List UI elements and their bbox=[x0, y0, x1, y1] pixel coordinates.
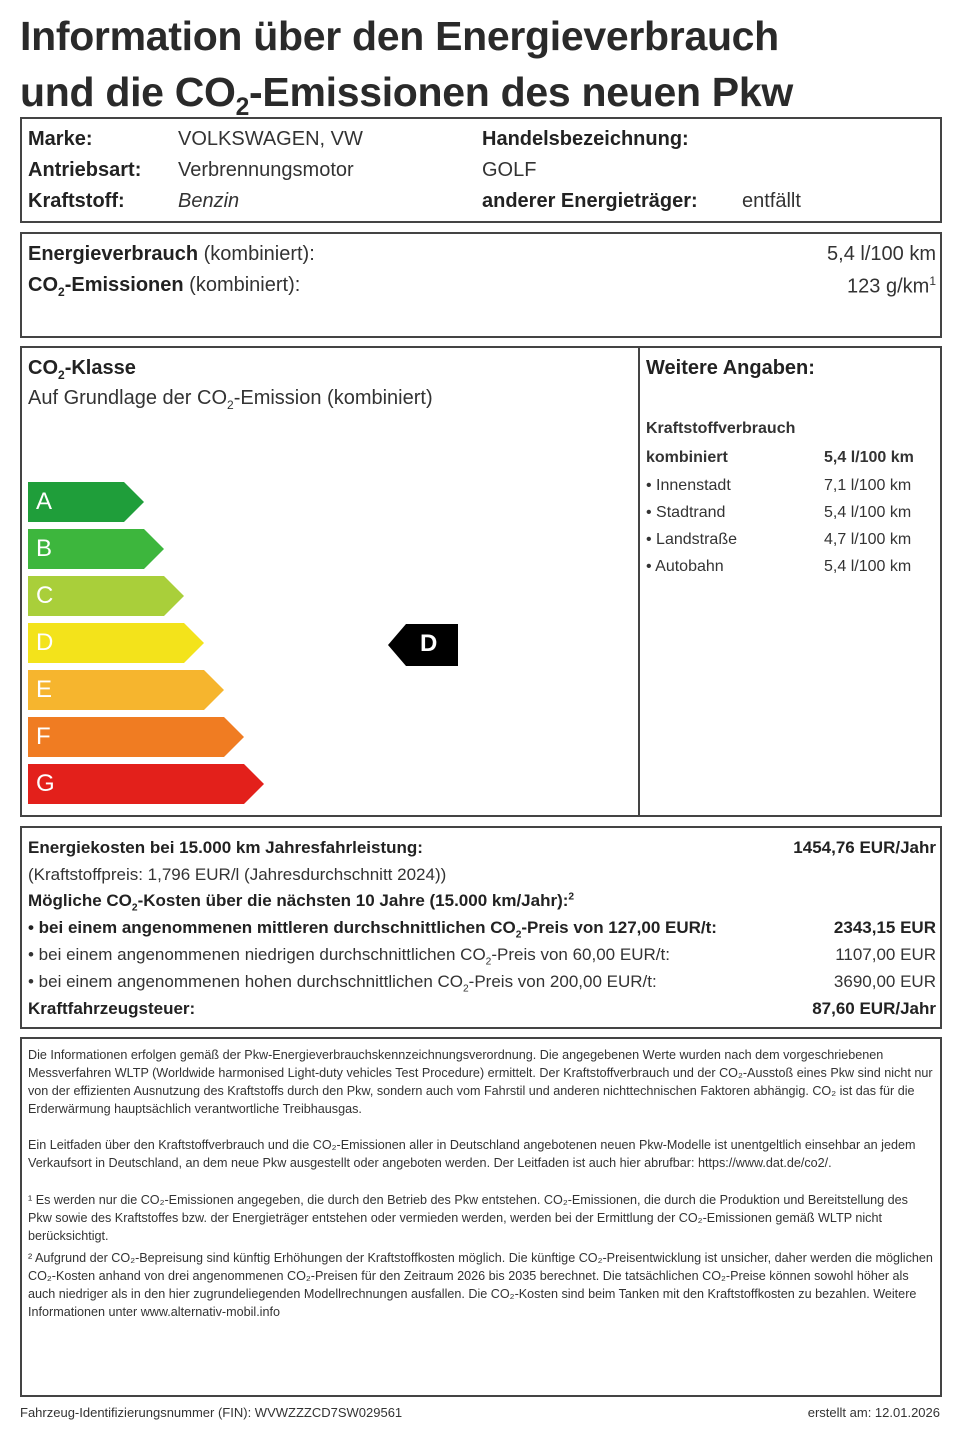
drive-label: Antriebsart: bbox=[28, 159, 142, 181]
vehicle-tax-label: Kraftfahrzeugsteuer: bbox=[28, 999, 196, 1018]
co2-class-c bbox=[28, 576, 186, 616]
co2-class-heading: $CO_2$-Klasse bbox=[28, 357, 136, 382]
current-class-letter: D bbox=[420, 630, 438, 657]
drive-value: Verbrennungsmotor bbox=[178, 159, 354, 181]
brand-value: VOLKSWAGEN, VW bbox=[178, 128, 363, 150]
low-co2-price-value: 1107,00 EUR bbox=[835, 945, 936, 964]
breakdown-item-value: 7,1 l/100 km bbox=[824, 477, 912, 494]
breakdown-item-value: 5,4 l/100 km bbox=[824, 558, 912, 575]
energy-costs-label: Energiekosten bei 15.000 km Jahresfahrleistung: bbox=[28, 838, 423, 857]
co2-class-letter: D bbox=[36, 629, 54, 656]
co2-class-arrow-shape bbox=[28, 670, 226, 710]
co2-class-letter: F bbox=[36, 723, 51, 750]
breakdown-item-label: • Landstraße bbox=[646, 531, 737, 548]
low-co2-price-label: • bei einem angenommenen niedrigen durchschnittlichen $CO_2$-Preis von 60,00 EUR/t: bbox=[28, 945, 670, 968]
note-paragraph-2: Ein Leitfaden über den Kraftstoffverbrauch und die CO₂-Emissionen aller in Deutschland angebotenen neuen Pkw-Modelle ist unentgeltlich einsehbar an jedem Verkaufsort in Deutschland, an dem neue Pkw ausgestellt oder angeboten werden. Der Leitfaden ist auch hier abrufbar: https://www.dat.de/co2/. bbox=[28, 1138, 916, 1171]
note-footnote-1: ¹ Es werden nur die CO₂-Emissionen angegeben, die durch den Betrieb des Pkw entstehen. CO₂-Emissionen, die durch die Produktion und Bereitstellung des Pkw sowie des Kraftstoffes bzw. der Energieträger entstehen oder vermieden werden, werden bei der Ermittlung der CO₂-Emissionen gemäß WLTP nicht berücksichtigt. bbox=[28, 1193, 908, 1244]
breakdown-item-label: • Autobahn bbox=[646, 558, 724, 575]
energy-costs-value: 1454,76 EUR/Jahr bbox=[793, 838, 936, 857]
co2-class-b bbox=[28, 529, 166, 569]
more-info-box bbox=[638, 346, 942, 817]
other-energy-label: anderer Energieträger: bbox=[482, 190, 698, 212]
combined-label: kombiniert bbox=[646, 449, 728, 466]
co2-class-letter: E bbox=[36, 676, 53, 703]
fuel-price-note: (Kraftstoffpreis: 1,796 EUR/l (Jahresdurchschnitt 2024)) bbox=[28, 865, 447, 884]
co2-class-d bbox=[28, 623, 206, 663]
mid-co2-price-label: • bei einem angenommenen mittleren durchschnittlichen $CO_2$-Preis von 127,00 EUR/t: bbox=[28, 918, 717, 941]
mid-co2-price-value: 2343,15 EUR bbox=[833, 918, 936, 937]
co2-class-letter: G bbox=[36, 770, 55, 797]
co2-class-subheading: Auf Grundlage der $CO_2$-Emission (kombiniert) bbox=[28, 387, 433, 412]
high-co2-price-label: • bei einem angenommenen hohen durchschnittlichen $CO_2$-Preis von 200,00 EUR/t: bbox=[28, 972, 657, 995]
co2-class-arrow-shape bbox=[28, 717, 246, 757]
vehicle-info-box bbox=[20, 117, 942, 223]
current-class-marker bbox=[388, 624, 458, 666]
co2-emissions-value: 123 $g/km^1$ bbox=[847, 274, 936, 298]
trade-name-label: Handelsbezeichnung: bbox=[482, 128, 689, 150]
more-info-heading: Weitere Angaben: bbox=[646, 357, 815, 379]
breakdown-item-value: 4,7 l/100 km bbox=[824, 531, 912, 548]
note-footnote-2: ² Aufgrund der CO₂-Bepreisung sind künftig Erhöhungen der Kraftstoffkosten möglich. Die künftige CO₂-Preisentwicklung ist unsicher, daher werden die möglichen CO₂-Kosten anhand von drei angenommenen CO₂-Preisen für den Zeitraum 2026 bis 2035 berechnet. Die tatsächlichen CO₂-Preise können sowohl höher als auch niedriger als in den hier zugrundeliegenden Modellrechnungen ausfallen. Die CO₂-Kosten sind beim Tanken mit den Kraftstoffkosten zu bezahlen. Weitere Informationen unter www.alternativ-mobil.info bbox=[28, 1251, 933, 1320]
fuel-label: Kraftstoff: bbox=[28, 190, 125, 212]
co2-class-a bbox=[28, 482, 146, 522]
co2-class-letter: C bbox=[36, 582, 54, 609]
vin-footer: Fahrzeug-Identifizierungsnummer (FIN): WVWZZZCD7SW029561 bbox=[20, 1405, 403, 1420]
co2-class-arrow-shape bbox=[28, 623, 206, 663]
energy-consumption-value: 5,4 l/100 km bbox=[827, 243, 936, 265]
combined-value: 5,4 l/100 km bbox=[824, 449, 914, 466]
trade-name-value: GOLF bbox=[482, 159, 537, 181]
title-line-1: Information über den Energieverbrauch bbox=[20, 13, 779, 59]
co2-class-g bbox=[28, 764, 266, 804]
vehicle-tax-value: 87,60 EUR/Jahr bbox=[812, 999, 936, 1018]
breakdown-item-label: • Stadtrand bbox=[646, 504, 726, 521]
co2-class-f bbox=[28, 717, 246, 757]
note-paragraph-1: Die Informationen erfolgen gemäß der Pkw-Energieverbrauchskennzeichnungsverordnung. Die angegebenen Werte wurden nach dem vorgeschriebenen Messverfahren WLTP (Worldwide harmonised Light-duty vehicles Test Procedure) ermittelt. Der Kraftstoffverbrauch und der CO₂-Ausstoß eines Pkw sind nicht nur von der effizienten Ausnutzung des Kraftstoffs durch den Pkw, sondern auch vom Fahrstil und anderen nichttechnischen Faktoren abhängig. CO₂ ist das für die Erderwärmung hauptsächlich verantwortliche Treibhausgas. bbox=[28, 1048, 933, 1117]
costs-box bbox=[20, 826, 942, 1029]
energy-consumption-label: Energieverbrauch (kombiniert): bbox=[28, 243, 315, 265]
co2-class-letter: A bbox=[36, 488, 53, 515]
brand-label: Marke: bbox=[28, 128, 93, 150]
created-date: erstellt am: 12.01.2026 bbox=[807, 1405, 940, 1420]
high-co2-price-value: 3690,00 EUR bbox=[833, 972, 936, 991]
consumption-box bbox=[20, 232, 942, 338]
co2-class-e bbox=[28, 670, 226, 710]
notes-box bbox=[20, 1037, 942, 1397]
fuel-value: Benzin bbox=[178, 190, 240, 212]
other-energy-value: entfällt bbox=[742, 190, 801, 212]
co2-class-box bbox=[20, 346, 640, 817]
breakdown-item-label: • Innenstadt bbox=[646, 477, 731, 494]
breakdown-item-value: 5,4 l/100 km bbox=[824, 504, 912, 521]
possible-co2-costs-label: Mögliche $CO_2$-Kosten über die nächsten 10 Jahre (15.000 km/Jahr):$^2$ bbox=[28, 891, 575, 914]
co2-class-arrow-shape bbox=[28, 764, 266, 804]
title-line-2: und die $CO_2$-Emissionen des neuen Pkw bbox=[20, 69, 793, 122]
co2-emissions-label: $CO_2$-Emissionen (kombiniert): bbox=[28, 274, 301, 299]
fuel-consumption-heading: Kraftstoffverbrauch bbox=[646, 420, 796, 437]
co2-class-letter: B bbox=[36, 535, 53, 562]
